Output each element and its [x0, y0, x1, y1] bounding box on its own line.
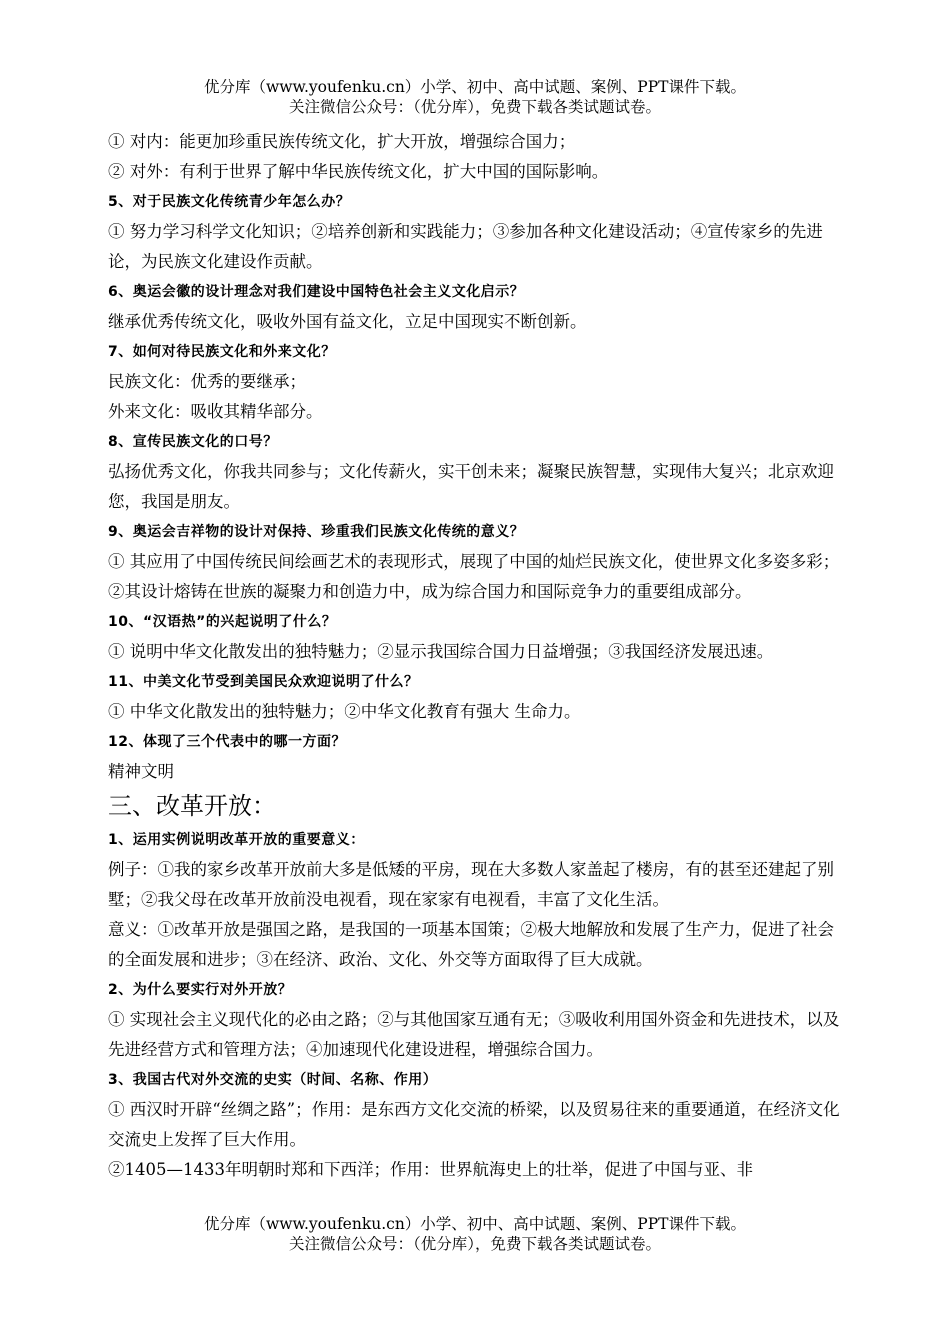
- page-header-line2: 关注微信公众号：（优分库），免费下载各类试题试卷。: [288, 98, 661, 116]
- page-footer-line2: 关注微信公众号：（优分库），免费下载各类试题试卷。: [288, 1235, 661, 1253]
- question-heading: 3、我国古代对外交流的史实（时间、名称、作用）: [108, 1072, 438, 1088]
- question-heading: 1、运用实例说明改革开放的重要意义：: [108, 832, 365, 848]
- answer-paragraph: ② 对外：有利于世界了解中华民族传统文化，扩大中国的国际影响。: [108, 162, 609, 181]
- answer-paragraph: ① 其应用了中国传统民间绘画艺术的表现形式，展现了中国的灿烂民族文化，使世界文化多姿多彩；②其设计熔铸在世族的凝聚力和创造力中，成为综合国力和国际竞争力的重要组成部分。: [108, 552, 840, 601]
- page-header-line1: 优分库（www.youfenku.cn）小学、初中、高中试题、案例、PPT课件下载。: [203, 78, 747, 96]
- answer-paragraph: 民族文化：优秀的要继承；: [108, 372, 306, 391]
- answer-paragraph: ②1405—1433年明朝时郑和下西洋；作用：世界航海史上的壮举，促进了中国与亚、非: [108, 1160, 753, 1179]
- answer-paragraph: 继承优秀传统文化，吸收外国有益文化，立足中国现实不断创新。: [108, 312, 587, 331]
- question-heading: 2、为什么要实行对外开放？: [108, 982, 293, 998]
- answer-paragraph: ① 西汉时开辟“丝绸之路”；作用：是东西方文化交流的桥梁，以及贸易往来的重要通道，在经济文化交流史上发挥了巨大作用。: [108, 1100, 840, 1149]
- answer-paragraph: ① 实现社会主义现代化的必由之路；②与其他国家互通有无；③吸收利用国外资金和先进技术，以及先进经营方式和管理方法；④加速现代化建设进程，增强综合国力。: [108, 1010, 840, 1059]
- question-heading: 8、宣传民族文化的口号？: [108, 434, 278, 450]
- answer-paragraph: 外来文化：吸收其精华部分。: [108, 402, 323, 421]
- question-heading: 6、奥运会徽的设计理念对我们建设中国特色社会主义文化启示？: [108, 284, 525, 300]
- document-body: [108, 127, 848, 1185]
- section-heading: 三、改革开放：: [108, 792, 276, 820]
- question-heading: 5、对于民族文化传统青少年怎么办？: [108, 194, 351, 210]
- question-heading: 9、奥运会吉祥物的设计对保持、珍重我们民族文化传统的意义？: [108, 524, 525, 540]
- answer-paragraph: 例子：①我的家乡改革开放前大多是低矮的平房，现在大多数人家盖起了楼房，有的甚至还建起了别墅；②我父母在改革开放前没电视看，现在家家有电视看，丰富了文化生活。: [108, 860, 834, 909]
- answer-paragraph: ① 说明中华文化散发出的独特魅力；②显示我国综合国力日益增强；③我国经济发展迅速。: [108, 642, 774, 661]
- question-heading: 11、中美文化节受到美国民众欢迎说明了什么？: [108, 674, 419, 690]
- answer-paragraph: ① 努力学习科学文化知识；②培养创新和实践能力；③参加各种文化建设活动；④宣传家乡的先进论，为民族文化建设作贡献。: [108, 222, 823, 271]
- question-heading: 10、“汉语热”的兴起说明了什么？: [108, 614, 337, 630]
- page-footer-line1: 优分库（www.youfenku.cn）小学、初中、高中试题、案例、PPT课件下载。: [203, 1215, 747, 1233]
- question-heading: 7、如何对待民族文化和外来文化？: [108, 344, 336, 360]
- answer-paragraph: 意义：①改革开放是强国之路，是我国的一项基本国策；②极大地解放和发展了生产力，促进了社会的全面发展和进步；③在经济、政治、文化、外交等方面取得了巨大成就。: [108, 920, 834, 969]
- answer-paragraph: ① 对内：能更加珍重民族传统文化，扩大开放，增强综合国力；: [108, 132, 576, 151]
- answer-paragraph: ① 中华文化散发出的独特魅力；②中华文化教育有强大 生命力。: [108, 702, 581, 721]
- answer-paragraph: 精神文明: [108, 762, 174, 781]
- question-heading: 12、体现了三个代表中的哪一方面？: [108, 734, 346, 750]
- answer-paragraph: 弘扬优秀文化，你我共同参与；文化传薪火，实干创未来；凝聚民族智慧，实现伟大复兴；北京欢迎您，我国是朋友。: [108, 462, 834, 511]
